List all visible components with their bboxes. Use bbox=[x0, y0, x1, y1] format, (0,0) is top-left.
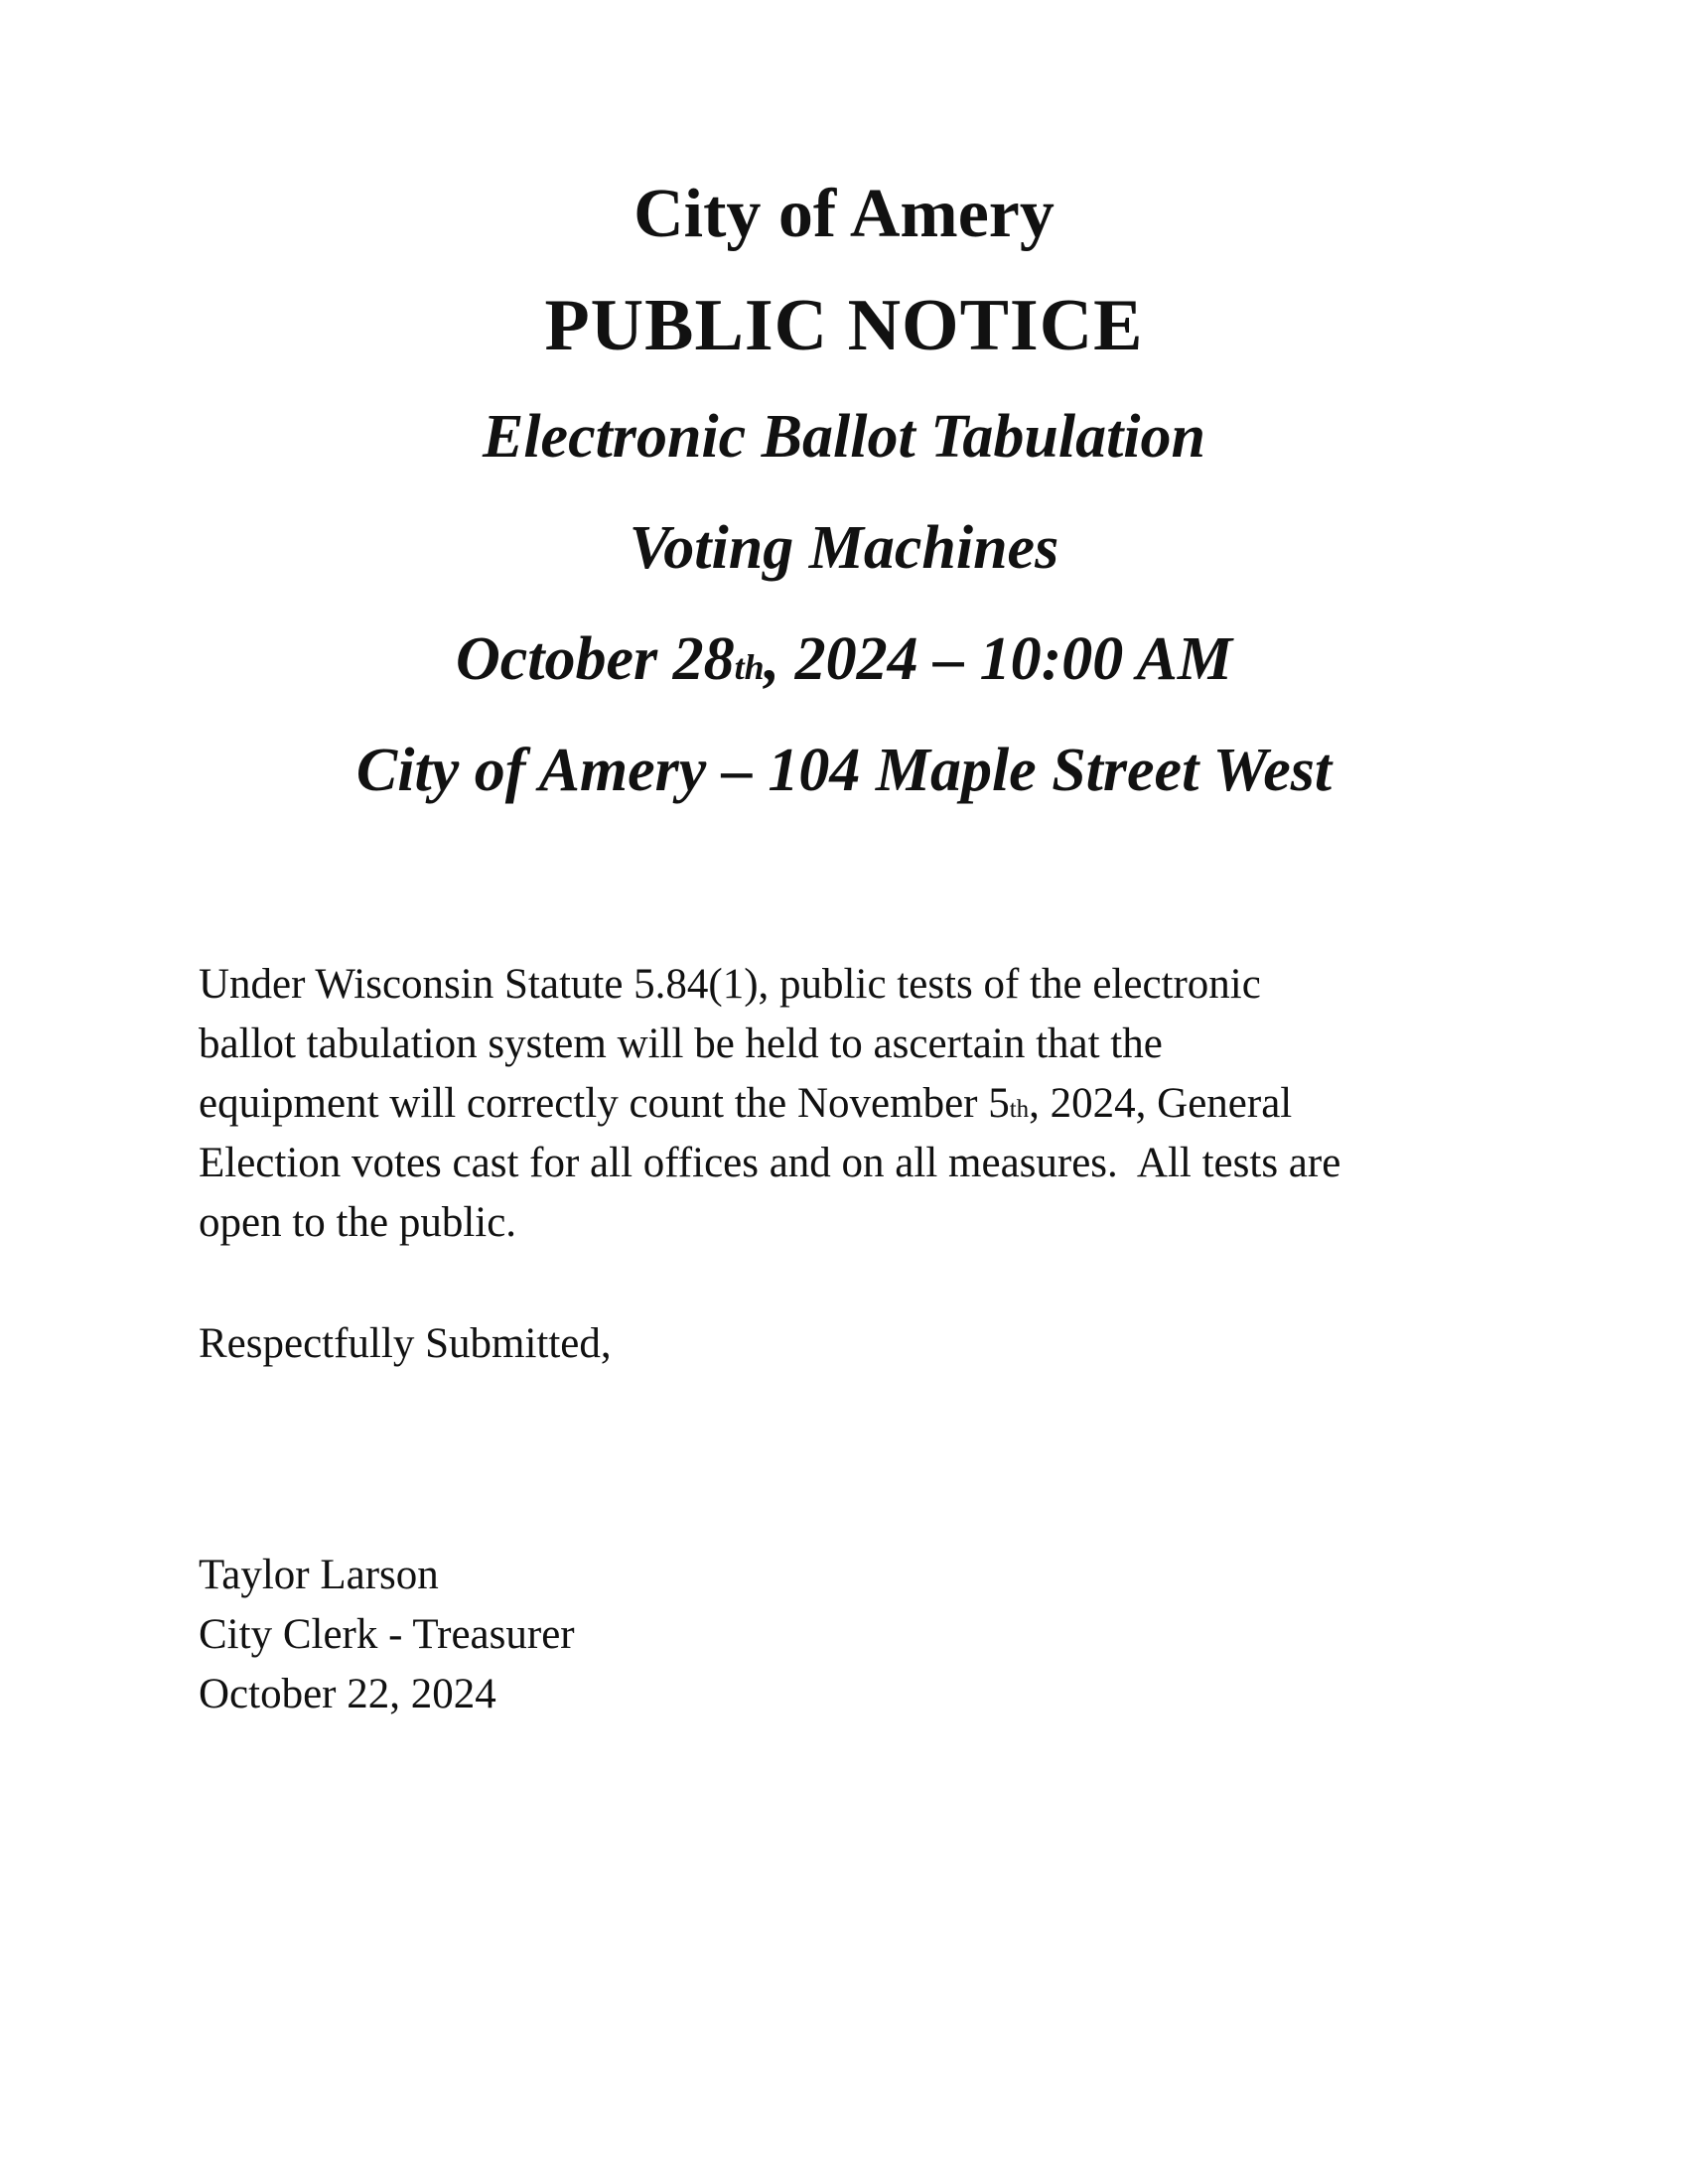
signer-title: City Clerk - Treasurer bbox=[199, 1611, 575, 1658]
event-date-ordinal-suffix: th bbox=[734, 647, 765, 687]
closing-salutation: Respectfully Submitted, bbox=[199, 1320, 612, 1367]
event-datetime-line bbox=[0, 604, 1688, 715]
city-title: City of Amery bbox=[633, 176, 1055, 252]
signature-block bbox=[199, 1546, 1509, 1724]
event-location-line: City of Amery – 104 Maple Street West bbox=[355, 737, 1333, 804]
signer-name: Taylor Larson bbox=[199, 1552, 439, 1598]
notice-issue-date: October 22, 2024 bbox=[199, 1671, 496, 1717]
paragraph-line-4: Election votes cast for all offices and on all measures. All tests are bbox=[199, 1140, 1341, 1186]
notice-heading-block bbox=[0, 0, 1688, 826]
subject-line-electronic-ballot: Electronic Ballot Tabulation bbox=[482, 403, 1206, 471]
paragraph-line-5: open to the public. bbox=[199, 1199, 517, 1246]
notice-body-paragraph bbox=[199, 955, 1509, 1253]
paragraph-line-2: ballot tabulation system will be held to ascertain that the bbox=[199, 1021, 1163, 1067]
paragraph-line-3-prefix: equipment will correctly count the November 5 bbox=[199, 1080, 1010, 1127]
paragraph-line-3-suffix: , 2024, General bbox=[1029, 1080, 1293, 1127]
paragraph-line-1: Under Wisconsin Statute 5.84(1), public tests of the electronic bbox=[199, 961, 1261, 1008]
paragraph-line-3 bbox=[199, 1074, 1509, 1134]
paragraph-line-3-ordinal-suffix: th bbox=[1009, 1096, 1030, 1123]
subject-line-voting-machines: Voting Machines bbox=[629, 514, 1059, 582]
public-notice-title: PUBLIC NOTICE bbox=[544, 285, 1144, 366]
event-date-prefix: October 28 bbox=[456, 625, 735, 693]
event-date-time-suffix: , 2024 – 10:00 AM bbox=[764, 625, 1232, 693]
